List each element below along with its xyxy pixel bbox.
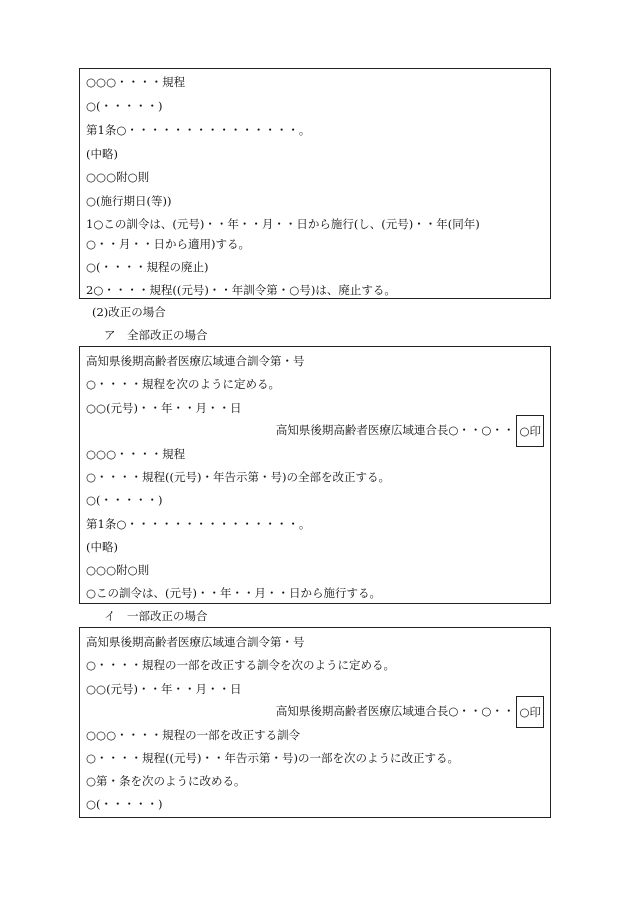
box2-title: 高知県後期高齢者医療広域連合訓令第・号 <box>86 354 305 368</box>
box1-line: (中略) <box>86 147 118 161</box>
section-heading-amendment: (2)改正の場合 <box>92 305 166 319</box>
template-box-partial-amendment <box>79 627 551 818</box>
box2-line: ○(・・・・・) <box>86 493 163 507</box>
signer-name: 高知県後期高齢者医療広域連合長○・・○・・ <box>275 704 515 718</box>
box3-intro: ○・・・・規程の一部を改正する訓令を次のように定める。 <box>86 658 396 672</box>
box2-line: ○○○・・・・規程 <box>86 447 186 461</box>
signer-name: 高知県後期高齢者医療広域連合長○・・○・・ <box>275 423 515 437</box>
box1-line: 第1条○・・・・・・・・・・・・・・・。 <box>86 123 311 137</box>
box1-line: ○(・・・・・) <box>86 99 163 113</box>
box3-signer <box>276 695 544 728</box>
box3-title: 高知県後期高齢者医療広域連合訓令第・号 <box>86 635 305 649</box>
box1-line: 2○・・・・規程((元号)・・年訓令第・○号)は、廃止する。 <box>86 283 396 297</box>
box3-line: ○・・・・規程((元号)・・年告示第・号)の一部を次のように改正する。 <box>86 751 459 765</box>
box1-line: ○○○附○則 <box>86 170 150 184</box>
box2-line: ○・・・・規程((元号)・年告示第・号)の全部を改正する。 <box>86 470 390 484</box>
box3-line: ○第・条を次のように改める。 <box>86 774 246 788</box>
box2-line: ○○○附○則 <box>86 563 150 577</box>
box1-line: 1○この訓令は、(元号)・・年・・月・・日から施行(し、(元号)・・年(同年) <box>86 217 480 231</box>
box1-line: ○○○・・・・規程 <box>86 75 186 89</box>
seal-stamp: ○印 <box>516 415 544 447</box>
box2-signer <box>276 414 544 447</box>
seal-stamp: ○印 <box>516 696 544 728</box>
box2-line: 第1条○・・・・・・・・・・・・・・・。 <box>86 517 311 531</box>
box1-line: ○(施行期日(等)) <box>86 194 172 208</box>
subheading-full-amendment: ア 全部改正の場合 <box>104 328 208 342</box>
box1-line: ○・・月・・日から適用)する。 <box>86 237 251 251</box>
box2-date: ○○(元号)・・年・・月・・日 <box>86 401 242 415</box>
template-box-full-amendment <box>79 346 551 604</box>
box2-intro: ○・・・・規程を次のように定める。 <box>86 377 281 391</box>
box3-line: ○○○・・・・規程の一部を改正する訓令 <box>86 728 301 742</box>
box2-line: (中略) <box>86 540 118 554</box>
template-box-enactment <box>79 68 551 299</box>
box3-date: ○○(元号)・・年・・月・・日 <box>86 682 242 696</box>
subheading-partial-amendment: イ 一部改正の場合 <box>104 609 208 623</box>
box3-line: ○(・・・・・) <box>86 797 163 811</box>
box1-line: ○(・・・・規程の廃止) <box>86 260 209 274</box>
box2-line: ○この訓令は、(元号)・・年・・月・・日から施行する。 <box>86 586 382 600</box>
